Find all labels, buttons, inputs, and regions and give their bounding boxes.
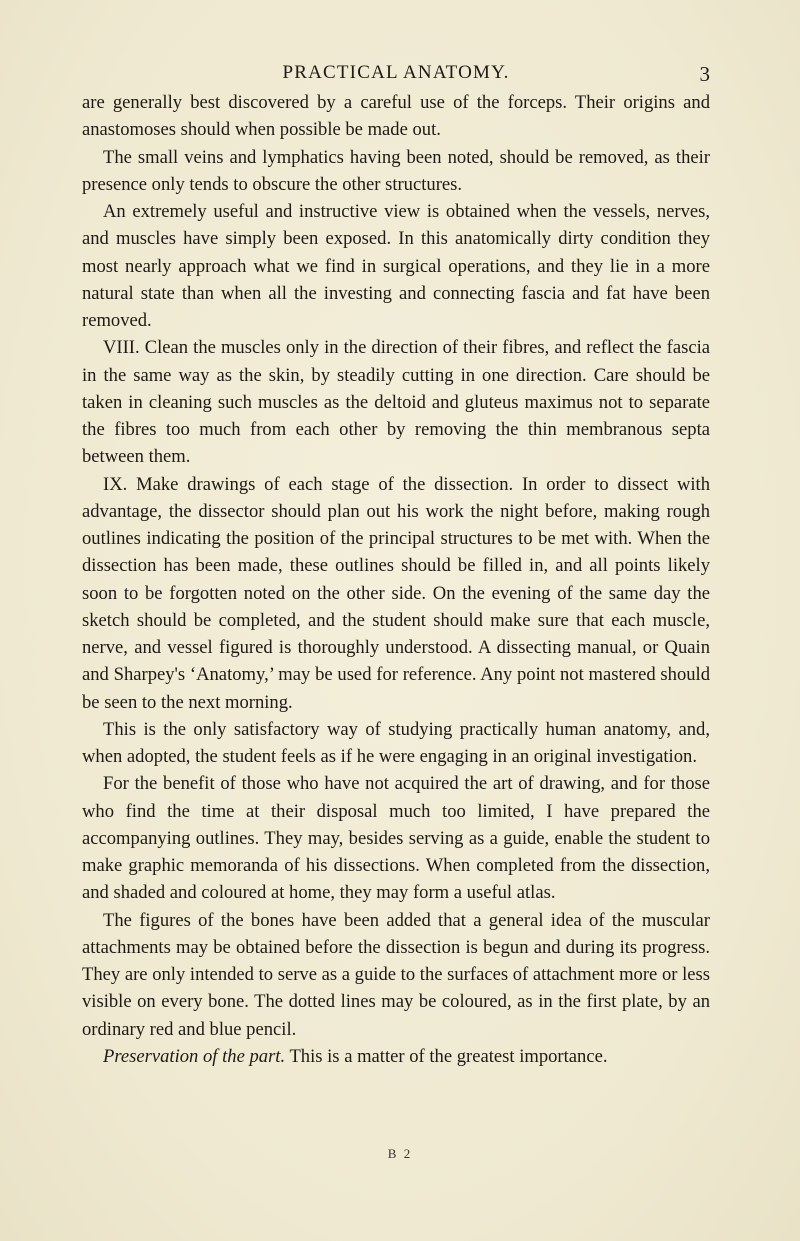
paragraph: IX. Make drawings of each stage of the dissection. In order to dissect with advantage, the dissector should plan out his work the night before, making rough outlines indicating the position of the principal structures to be met with. When the dissection has been made, these outlines should be filled in, and all points likely soon to be forgotten noted on the other side. On the evening of the same day the sketch should be completed, and the student should make sure that each muscle, nerve, and vessel figured is thoroughly understood. A dissecting manual, or Quain and Sharpey's ‘Anatomy,’ may be used for reference. Any point not mastered should be seen to the next morning. xyxy=(82,473,710,713)
paragraph: VIII. Clean the muscles only in the direction of their fibres, and reflect the fascia in the same way as the skin, by steadily cutting in one direction. Care should be taken in cleaning such muscles as the deltoid and gluteus maximus not to separate the fibres too much from each other by removing the thin membranous septa between them. xyxy=(82,337,710,468)
paragraph: An extremely useful and instructive view is obtained when the vessels, nerves, and muscles have simply been exposed. In this anatomically dirty condition they most nearly approach what we find in surgical operations, and they lie in a more natural state than when all the investing and connecting fascia and fat have been removed. xyxy=(82,201,710,331)
paragraph: This is the only satisfactory way of studying practically human anatomy, and, when adopted, the student feels as if he were engaging in an original investigation. xyxy=(82,718,710,767)
paragraph-preservation xyxy=(82,1043,710,1070)
paragraph-text: This is a matter of the greatest importance. xyxy=(289,1045,608,1067)
signature-mark: B 2 xyxy=(387,1146,413,1161)
running-head: PRACTICAL ANATOMY. xyxy=(282,62,510,83)
paragraph: The small veins and lymphatics having been noted, should be removed, as their presence only tends to obscure the other structures. xyxy=(82,146,710,195)
body-text xyxy=(82,89,710,1070)
page-number: 3 xyxy=(699,62,710,86)
paragraph: are generally best discovered by a careful use of the forceps. Their origins and anastomoses should when possible be made out. xyxy=(82,92,710,141)
section-heading-italic: Preservation of the part. xyxy=(103,1045,286,1067)
paragraph: The figures of the bones have been added that a general idea of the muscular attachments may be obtained before the dissection is begun and during its progress. They are only intended to serve as a guide to the surfaces of attachment more or less visible on every bone. The dotted lines may be coloured, as in the first plate, by an ordinary red and blue pencil. xyxy=(82,909,710,1040)
page-header xyxy=(82,62,710,92)
paragraph: For the benefit of those who have not acquired the art of drawing, and for those who find the time at their disposal much too limited, I have prepared the accompanying outlines. They may, besides serving as a guide, enable the student to make graphic memoranda of his dissections. When completed from the dissection, and shaded and coloured at home, they may form a useful atlas. xyxy=(82,773,710,904)
